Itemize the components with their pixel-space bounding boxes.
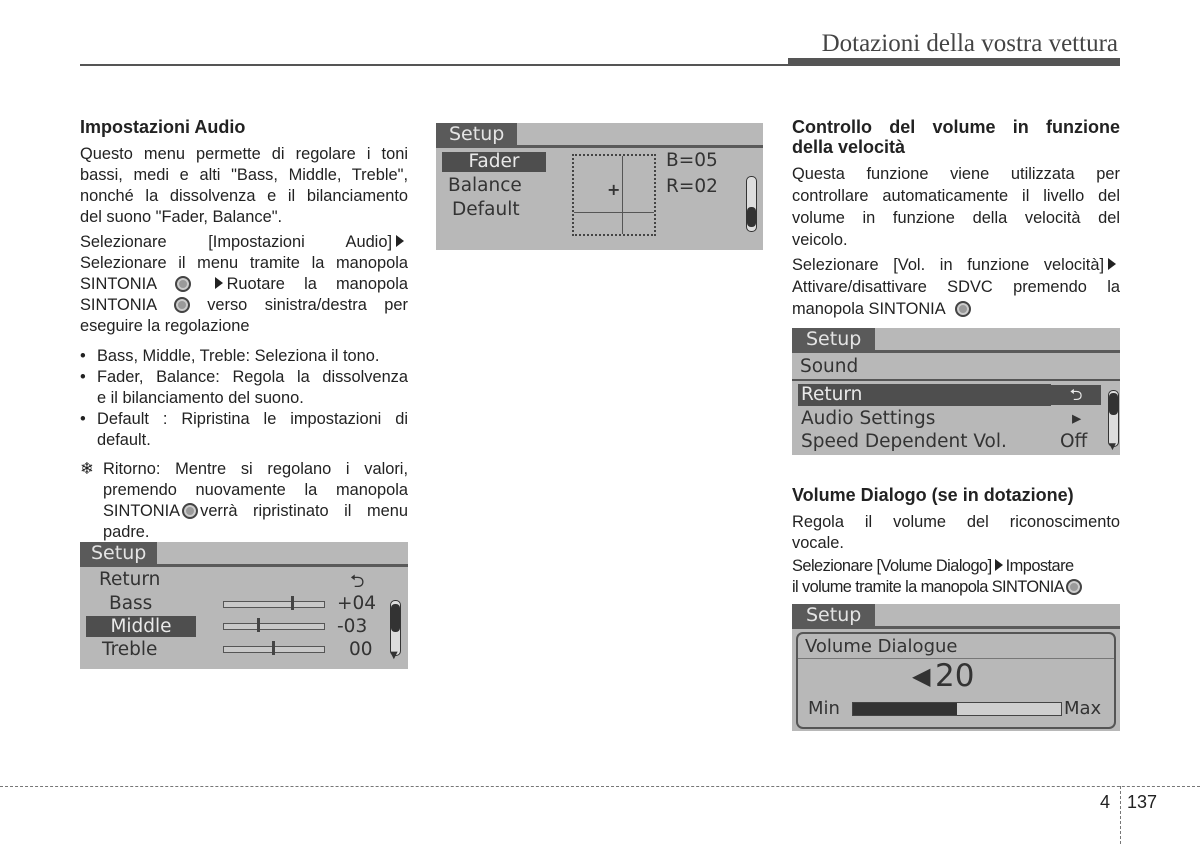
screen-tab: Setup [792,604,875,626]
arrow-right-icon [995,559,1003,571]
note-line: Ritorno: Mentre si regolano i valori, [103,460,408,478]
scrollbar[interactable] [1108,390,1119,447]
instruction-text: verso sinistra/destra per [207,296,408,314]
section-heading-dialog-volume: Volume Dialogo (se in dotazione) [792,485,1074,505]
menu-item-balance[interactable]: Balance [448,175,522,196]
page-number: 137 [1127,792,1158,812]
position-marker: + [607,180,621,199]
note-block [80,459,408,543]
scrollbar[interactable] [746,176,757,232]
left-column [80,117,408,543]
note-line: padre. [103,523,150,541]
eq-value-bass: +04 [337,593,377,614]
para-line: controllare automaticamente il livello del [792,187,1120,205]
tune-knob-icon [174,297,190,313]
popup-title: Volume Dialogue [805,636,958,657]
return-arrow-icon: ⮌ [350,571,365,592]
knob-name: SINTONIA [80,275,157,293]
para-line: bassi, medi e alti "Bass, Middle, Treble", [80,166,408,184]
instruction-text: Ruotare la manopola [226,275,409,293]
menu-item-return[interactable]: Return [798,384,1051,406]
screen-tab: Setup [792,328,875,350]
para-line [80,295,408,316]
screen-tab: Setup [80,542,157,564]
arrow-right-icon [396,235,404,247]
right-column [792,117,1120,320]
knob-name: SINTONIA [80,296,157,314]
para-line [80,274,408,295]
volume-value: 20 [935,658,975,694]
tune-knob-icon [182,503,198,519]
header-rule-accent [788,58,1120,65]
screen-title: Sound [800,356,859,377]
return-arrow-icon: ⮌ [1051,385,1101,405]
tune-knob-icon [955,301,971,317]
para-line: Regola il volume del riconoscimento [792,513,1120,531]
menu-item-speed-dependent-vol[interactable]: Speed Dependent Vol. [801,431,1007,452]
note-line: premendo nuovamente la manopola [103,481,408,499]
instruction-text: Selezionare [Impostazioni Audio] [80,233,392,251]
running-header: Dotazioni della vostra vettura [821,30,1118,57]
scroll-down-icon: ▼ [390,650,398,661]
para-line: manopola SINTONIA [792,298,1120,320]
volume-popup [796,632,1116,729]
arrow-right-icon [215,277,223,289]
para-line: Selezionare [Volume Dialogo] Impostare [792,557,1074,575]
para-line: Questa funzione viene utilizzata per [792,165,1120,183]
fader-value: B=05 [666,150,718,171]
screen-eq [80,542,408,669]
para-line: Questo menu permette di regolare i toni [80,145,408,163]
chevron-right-icon: ▸ [1072,408,1082,429]
eq-label-bass[interactable]: Bass [109,593,153,614]
min-label: Min [808,698,840,719]
footer-divider [1120,786,1121,844]
snowflake-icon: ❄ [80,460,94,478]
speaker-icon: ◀ [912,662,931,690]
eq-label-treble[interactable]: Treble [102,639,158,660]
speed-dependent-vol-value: Off [1060,431,1088,452]
menu-item-return[interactable]: Return [99,569,161,590]
middle-slider[interactable] [223,623,325,630]
list-item: • Bass, Middle, Treble: Seleziona il tono. [80,346,408,367]
eq-label-middle[interactable]: Middle [86,616,196,637]
eq-value-treble: 00 [349,639,373,660]
screen-volume [792,604,1120,731]
note-line: SINTONIA verrà ripristinato il menu [103,502,408,520]
para-line: vocale. [792,534,844,552]
arrow-right-icon [1108,258,1116,270]
footer-rule [0,786,1200,787]
para-line [80,232,408,253]
scrollbar[interactable] [390,600,401,656]
screen-sound [792,328,1120,455]
tune-knob-icon [175,276,191,292]
section-heading-speed-volume-cont: della velocità [792,137,906,157]
fader-balance-grid[interactable] [572,154,656,236]
para-line: eseguire la regolazione [80,317,250,335]
max-label: Max [1064,698,1102,719]
balance-value: R=02 [666,176,718,197]
treble-slider[interactable] [223,646,325,653]
para-line: il volume tramite la manopola SINTONIA [792,577,1120,598]
screen-fader [436,123,763,250]
para-line: Selezionare il menu tramite la manopola [80,254,408,272]
bass-slider[interactable] [223,601,325,608]
eq-value-middle: -03 [337,616,368,637]
menu-item-audio-settings[interactable]: Audio Settings [801,408,936,429]
para-line: volume in funzione della velocità del [792,209,1120,227]
para-line: veicolo. [792,231,848,249]
tune-knob-icon [1066,579,1082,595]
para-line: Attivare/disattivare SDVC premendo la [792,278,1120,296]
para-line: Selezionare [Vol. in funzione velocità] [792,254,1120,276]
menu-item-default[interactable]: Default [452,199,520,220]
screen-tab: Setup [436,123,517,145]
right-column-lower [792,485,1120,598]
volume-bar-fill [853,703,957,715]
volume-bar[interactable] [852,702,1062,716]
para-line: nonché la dissolvenza e il bilanciamento [80,187,408,205]
chapter-number: 4 [1100,792,1111,812]
scroll-down-icon: ▼ [1109,442,1116,452]
list-item: • Fader, Balance: Regola la dissolvenza e il bilanciamento del suono. [80,367,408,409]
menu-item-fader[interactable]: Fader [442,152,546,172]
section-heading-audio-settings: Impostazioni Audio [80,117,246,137]
section-heading-speed-volume: Controllo del volume in funzione [792,117,1120,137]
para-line: del suono "Fader, Balance". [80,208,283,226]
list-item: • Default : Ripristina le impostazioni di default. [80,409,408,451]
